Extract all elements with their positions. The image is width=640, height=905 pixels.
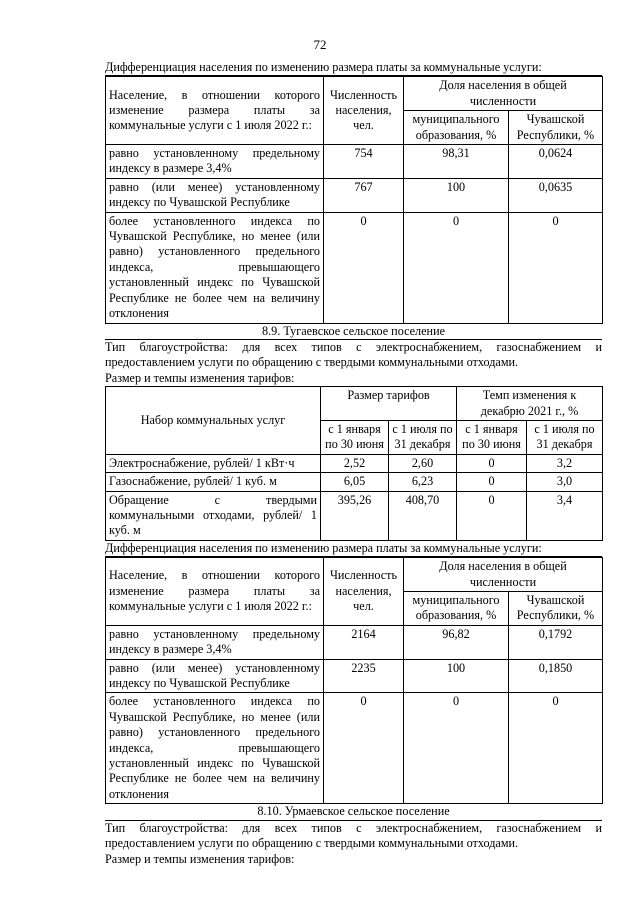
header-count: Численность населения, чел.: [324, 558, 404, 626]
row-count: 767: [324, 178, 404, 212]
tariff-period-2: 408,70: [389, 491, 457, 540]
header-period-1: с 1 января по 30 июня: [457, 420, 527, 454]
tariff-period-2: 2,60: [389, 454, 457, 472]
improvement-type-text: Тип благоустройства: для всех типов с электроснабжением, газоснабжением и предоставлением услуги по обращению с твердыми коммунальными отходами.: [105, 339, 602, 370]
row-chuvash: 0: [509, 212, 603, 323]
differentiation-caption: Дифференциация населения по изменению размера платы за коммунальные услуги:: [105, 60, 602, 76]
improvement-type-text: Тип благоустройства: для всех типов с электроснабжением, газоснабжением и предоставлением услуги по обращению с твердыми коммунальными отходами.: [105, 820, 602, 851]
table-row: [106, 145, 603, 179]
row-count: 2235: [324, 659, 404, 693]
row-count: 0: [324, 693, 404, 804]
header-chuvash: Чувашской Республики, %: [509, 592, 603, 626]
row-municipal: 96,82: [404, 625, 509, 659]
table-row: [106, 693, 603, 804]
row-municipal: 100: [404, 178, 509, 212]
table-row: [106, 454, 603, 472]
tariff-period-1: 395,26: [321, 491, 389, 540]
table-row: [106, 178, 603, 212]
table-row: [106, 473, 603, 491]
table-row: [106, 212, 603, 323]
rate-period-2: 3,0: [527, 473, 603, 491]
header-change-rate: Темп изменения к декабрю 2021 г., %: [457, 387, 603, 421]
row-municipal: 0: [404, 693, 509, 804]
population-differentiation-table: [105, 557, 603, 804]
header-period-1: с 1 января по 30 июня: [321, 420, 389, 454]
rate-period-1: 0: [457, 491, 527, 540]
header-population: Население, в отношении которого изменение размера платы за коммунальные услуги с 1 июля 2022 г.:: [106, 558, 324, 626]
service-name: Обращение с твердыми коммунальными отходами, рублей/ 1 куб. м: [106, 491, 321, 540]
page-number: 72: [313, 37, 327, 52]
row-label: равно (или менее) установленному индексу по Чувашской Республике: [106, 659, 324, 693]
rate-period-1: 0: [457, 454, 527, 472]
population-differentiation-table: [105, 76, 603, 323]
tariffs-caption: Размер и темпы изменения тарифов:: [105, 370, 295, 385]
service-name: Газоснабжение, рублей/ 1 куб. м: [106, 473, 321, 491]
section-title: 8.10. Урмаевское сельское поселение: [105, 804, 602, 820]
header-population: Население, в отношении которого изменение размера платы за коммунальные услуги с 1 июля 2022 г.:: [106, 77, 324, 145]
service-name: Электроснабжение, рублей/ 1 кВт·ч: [106, 454, 321, 472]
document-body: [105, 60, 602, 867]
table-row: [106, 659, 603, 693]
section-title: 8.9. Тугаевское сельское поселение: [105, 324, 602, 340]
header-share: Доля населения в общей численности: [404, 558, 603, 592]
tariffs-caption: Размер и темпы изменения тарифов:: [105, 851, 295, 866]
row-label: более установленного индекса по Чувашской Республике, но менее (или равно) установленного предельного индекса, превышающего установленный индекс по Чувашской Республике не более чем на величину отклонения: [106, 212, 324, 323]
differentiation-caption: Дифференциация населения по изменению размера платы за коммунальные услуги:: [105, 541, 602, 557]
header-services: Набор коммунальных услуг: [106, 387, 321, 455]
row-municipal: 0: [404, 212, 509, 323]
rate-period-2: 3,2: [527, 454, 603, 472]
header-count: Численность населения, чел.: [324, 77, 404, 145]
tariff-period-1: 6,05: [321, 473, 389, 491]
header-period-2: с 1 июля по 31 декабря: [389, 420, 457, 454]
row-chuvash: 0: [509, 693, 603, 804]
row-count: 754: [324, 145, 404, 179]
tariffs-table: [105, 386, 603, 541]
row-count: 0: [324, 212, 404, 323]
header-municipal: муниципального образования, %: [404, 111, 509, 145]
row-count: 2164: [324, 625, 404, 659]
row-chuvash: 0,1850: [509, 659, 603, 693]
row-label: более установленного индекса по Чувашской Республике, но менее (или равно) установленного предельного индекса, превышающего установленный индекс по Чувашской Республике не более чем на величину отклонения: [106, 693, 324, 804]
row-chuvash: 0,1792: [509, 625, 603, 659]
tariff-period-1: 2,52: [321, 454, 389, 472]
row-label: равно (или менее) установленному индексу по Чувашской Республике: [106, 178, 324, 212]
row-chuvash: 0,0624: [509, 145, 603, 179]
row-chuvash: 0,0635: [509, 178, 603, 212]
row-label: равно установленному предельному индексу в размере 3,4%: [106, 145, 324, 179]
rate-period-1: 0: [457, 473, 527, 491]
header-municipal: муниципального образования, %: [404, 592, 509, 626]
rate-period-2: 3,4: [527, 491, 603, 540]
header-chuvash: Чувашской Республики, %: [509, 111, 603, 145]
tariff-period-2: 6,23: [389, 473, 457, 491]
row-municipal: 100: [404, 659, 509, 693]
row-municipal: 98,31: [404, 145, 509, 179]
table-row: [106, 491, 603, 540]
header-tariff-size: Размер тарифов: [321, 387, 457, 421]
header-share: Доля населения в общей численности: [404, 77, 603, 111]
row-label: равно установленному предельному индексу в размере 3,4%: [106, 625, 324, 659]
table-row: [106, 625, 603, 659]
header-period-2: с 1 июля по 31 декабря: [527, 420, 603, 454]
